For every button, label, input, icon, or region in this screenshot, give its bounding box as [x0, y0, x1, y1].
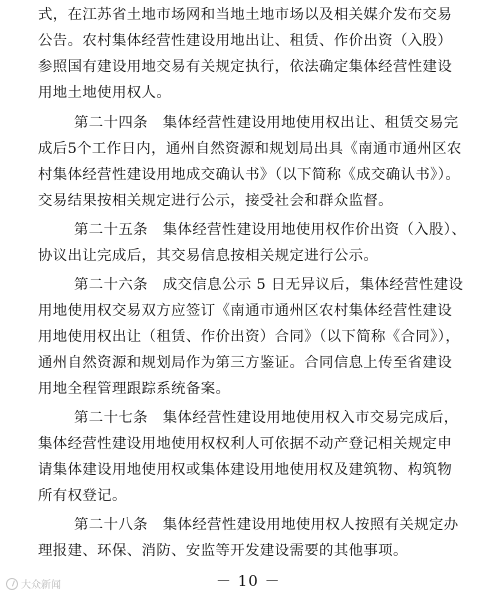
text-line: 用地使用权出让（租赁、作价出资）合同》（以下简称《合同》）， — [38, 329, 461, 345]
watermark-logo-icon — [6, 578, 18, 590]
text-line: 式，在江苏省土地市场网和当地土地市场以及相关媒介发布交易 — [38, 7, 453, 23]
text-line: 成后5个工作日内，通州自然资源和规划局出具《南通市通州区农 — [38, 141, 462, 157]
article-24-heading-line: 第二十四条 集体经营性建设用地使用权出让、租赁交易完 — [74, 115, 459, 131]
text-line: 集体经营性建设用地使用权权利人可依据不动产登记相关规定申 — [38, 436, 453, 452]
text-line: 交易结果按相关规定进行公示，接受社会和群众监督。 — [38, 193, 393, 209]
watermark — [6, 576, 61, 591]
article-26-heading-line: 第二十六条 成交信息公示 5 日无异议后，集体经营性建设 — [74, 277, 464, 293]
article-27-heading-line: 第二十七条 集体经营性建设用地使用权入市交易完成后， — [74, 410, 459, 426]
article-25-heading-line: 第二十五条 集体经营性建设用地使用权作价出资（入股）、 — [74, 222, 467, 238]
text-line: 公告。农村集体经营性建设用地出让、租赁、作价出资（入股） — [38, 33, 453, 49]
text-line: 理报建、环保、消防、安监等开发建设需要的其他事项。 — [38, 543, 408, 559]
text-line: 请集体建设用地使用权或集体建设用地使用权及建筑物、构筑物 — [38, 462, 453, 478]
text-line: 所有权登记。 — [38, 488, 127, 504]
article-28-heading-line: 第二十八条 集体经营性建设用地使用权人按照有关规定办 — [74, 517, 459, 533]
text-line: 用地土地使用权人。 — [38, 85, 172, 101]
text-line: 通州自然资源和规划局作为第三方鉴证。合同信息上传至省建设 — [38, 355, 453, 371]
text-line: 用地全程管理跟踪系统备案。 — [38, 381, 231, 397]
text-line: 参照国有建设用地交易有关规定执行，依法确定集体经营性建设 — [38, 59, 453, 75]
text-line: 用地使用权交易双方应签订《南通市通州区农村集体经营性建设 — [38, 303, 453, 319]
text-line: 村集体经营性建设用地成交确认书》（以下简称《成交确认书》）。 — [38, 167, 461, 183]
text-line: 协议出让完成后，其交易信息按相关规定进行公示。 — [38, 248, 379, 264]
watermark-text: 大众新闻 — [21, 580, 61, 591]
page-number: － 10 － — [216, 572, 281, 590]
